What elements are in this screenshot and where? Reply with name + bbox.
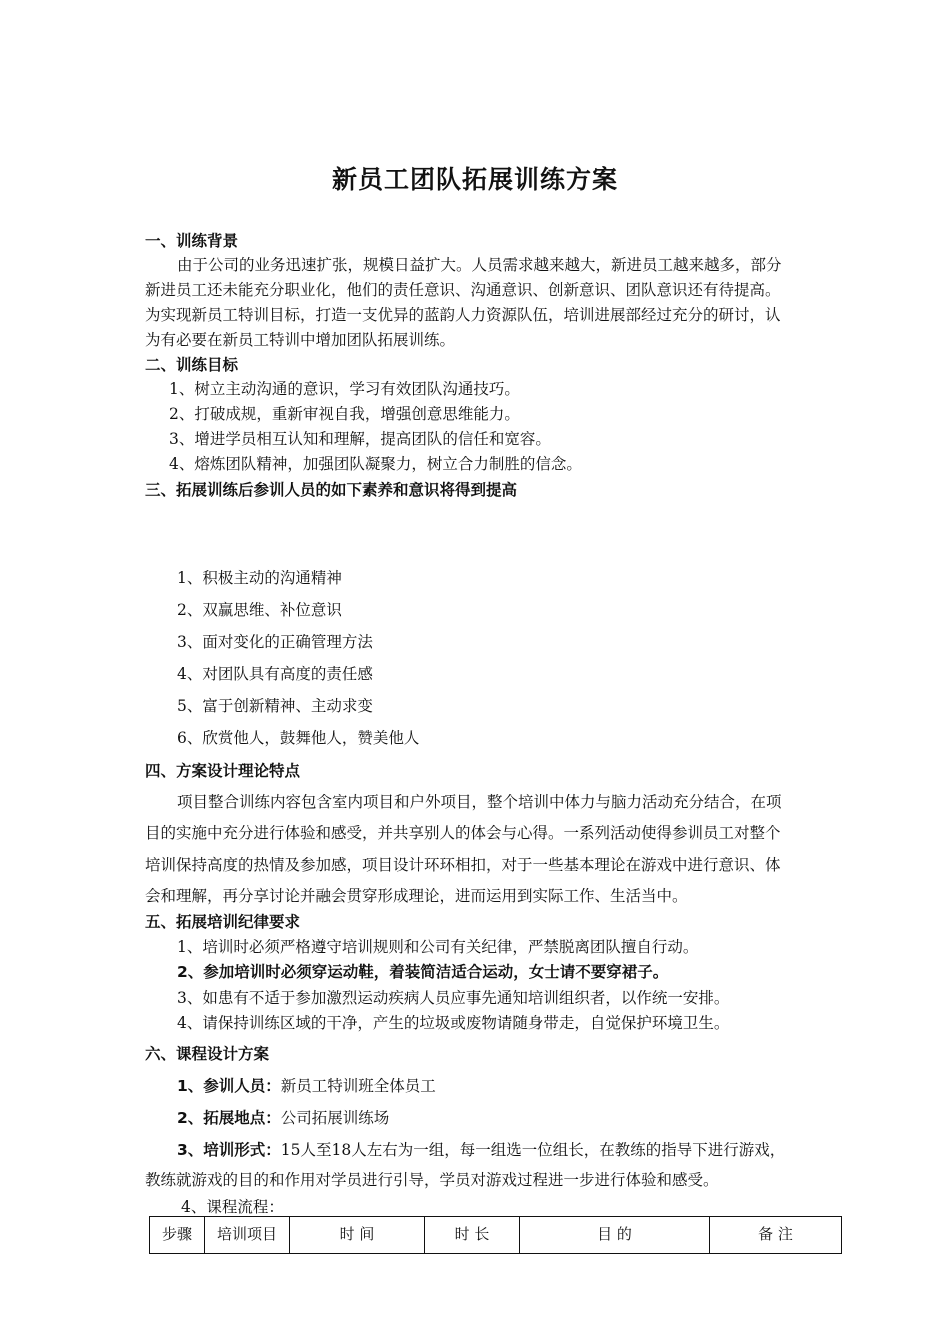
section-1-line-1: 由于公司的业务迅速扩张，规模日益扩大。人员需求越来越大，新进员工越来越多，部分: [177, 256, 782, 274]
table-header-cell: 时 间: [290, 1217, 425, 1254]
rule-item: 3、如患有不适于参加激烈运动疾病人员应事先通知培训组织者，以作统一安排。: [177, 989, 730, 1007]
table-header-cell: 目 的: [520, 1217, 710, 1254]
document-title: 新员工团队拓展训练方案: [331, 165, 618, 194]
section-6-heading: 六、课程设计方案: [145, 1045, 270, 1063]
quality-item: 6、欣赏他人，鼓舞他人，赞美他人: [177, 729, 420, 747]
section-4-line-2: 目的实施中充分进行体验和感受，并共享别人的体会与心得。一系列活动使得参训员工对整个: [145, 824, 781, 842]
table-header-cell: 时 长: [425, 1217, 520, 1254]
quality-item: 5、富于创新精神、主动求变: [177, 697, 373, 715]
rule-item-bold: 2、参加培训时必须穿运动鞋，着装简洁适合运动，女士请不要穿裙子。: [177, 963, 669, 981]
location-label: 2、拓展地点：: [177, 1109, 281, 1127]
location-value: 公司拓展训练场: [280, 1109, 390, 1127]
rule-item: 1、培训时必须严格遵守培训规则和公司有关纪律，严禁脱离团队擅自行动。: [177, 938, 699, 956]
section-4-heading: 四、方案设计理论特点: [145, 762, 301, 780]
section-4-line-1: 项目整合训练内容包含室内项目和户外项目，整个培训中体力与脑力活动充分结合，在项: [177, 793, 782, 811]
section-5-heading: 五、拓展培训纪律要求: [145, 913, 301, 931]
goal-item: 2、打破成规，重新审视自我，增强创意思维能力。: [169, 405, 520, 423]
participants-label: 1、参训人员：: [177, 1077, 281, 1095]
section-1-heading: 一、训练背景: [145, 232, 239, 250]
section-2-heading: 二、训练目标: [145, 356, 239, 374]
section-4-line-4: 会和理解，再分享讨论并融会贯穿形成理论，进而运用到实际工作、生活当中。: [145, 887, 688, 905]
format-label: 3、培训形式：: [177, 1141, 281, 1159]
flow-label: 4、课程流程：: [181, 1198, 284, 1216]
course-flow-table: [149, 1216, 842, 1254]
format-line-2: 教练就游戏的目的和作用对学员进行引导，学员对游戏过程进一步进行体验和感受。: [145, 1171, 719, 1189]
quality-item: 1、积极主动的沟通精神: [177, 569, 342, 587]
table-header-cell: 培训项目: [205, 1217, 290, 1254]
quality-item: 2、双赢思维、补位意识: [177, 601, 342, 619]
table-header-cell: 步骤: [150, 1217, 205, 1254]
goal-item: 1、树立主动沟通的意识，学习有效团队沟通技巧。: [169, 380, 520, 398]
location-row: [177, 1106, 389, 1128]
table-header-row: [150, 1217, 842, 1254]
format-row: [177, 1138, 785, 1160]
section-4-line-3: 培训保持高度的热情及参加感，项目设计环环相扣，对于一些基本理论在游戏中进行意识、体: [145, 856, 781, 874]
format-value: 15人至18人左右为一组，每一组选一位组长，在教练的指导下进行游戏，: [280, 1141, 786, 1159]
quality-item: 4、对团队具有高度的责任感: [177, 665, 373, 683]
section-1-line-4: 为有必要在新员工特训中增加团队拓展训练。: [145, 331, 456, 349]
section-1-line-2: 新进员工还未能充分职业化，他们的责任意识、沟通意识、创新意识、团队意识还有待提高。: [145, 281, 781, 299]
quality-item: 3、面对变化的正确管理方法: [177, 633, 373, 651]
rule-item: 4、请保持训练区域的干净，产生的垃圾或废物请随身带走，自觉保护环境卫生。: [177, 1014, 730, 1032]
participants-value: 新员工特训班全体员工: [280, 1077, 436, 1095]
participants-row: [177, 1074, 436, 1096]
section-1-line-3: 为实现新员工特训目标，打造一支优异的蓝韵人力资源队伍，培训进展部经过充分的研讨，认: [145, 306, 781, 324]
table-header-cell: 备 注: [710, 1217, 842, 1254]
goal-item: 3、增进学员相互认知和理解，提高团队的信任和宽容。: [169, 430, 551, 448]
goal-item: 4、熔炼团队精神，加强团队凝聚力，树立合力制胜的信念。: [169, 455, 582, 473]
section-3-heading: 三、拓展训练后参训人员的如下素养和意识将得到提高: [145, 481, 518, 499]
